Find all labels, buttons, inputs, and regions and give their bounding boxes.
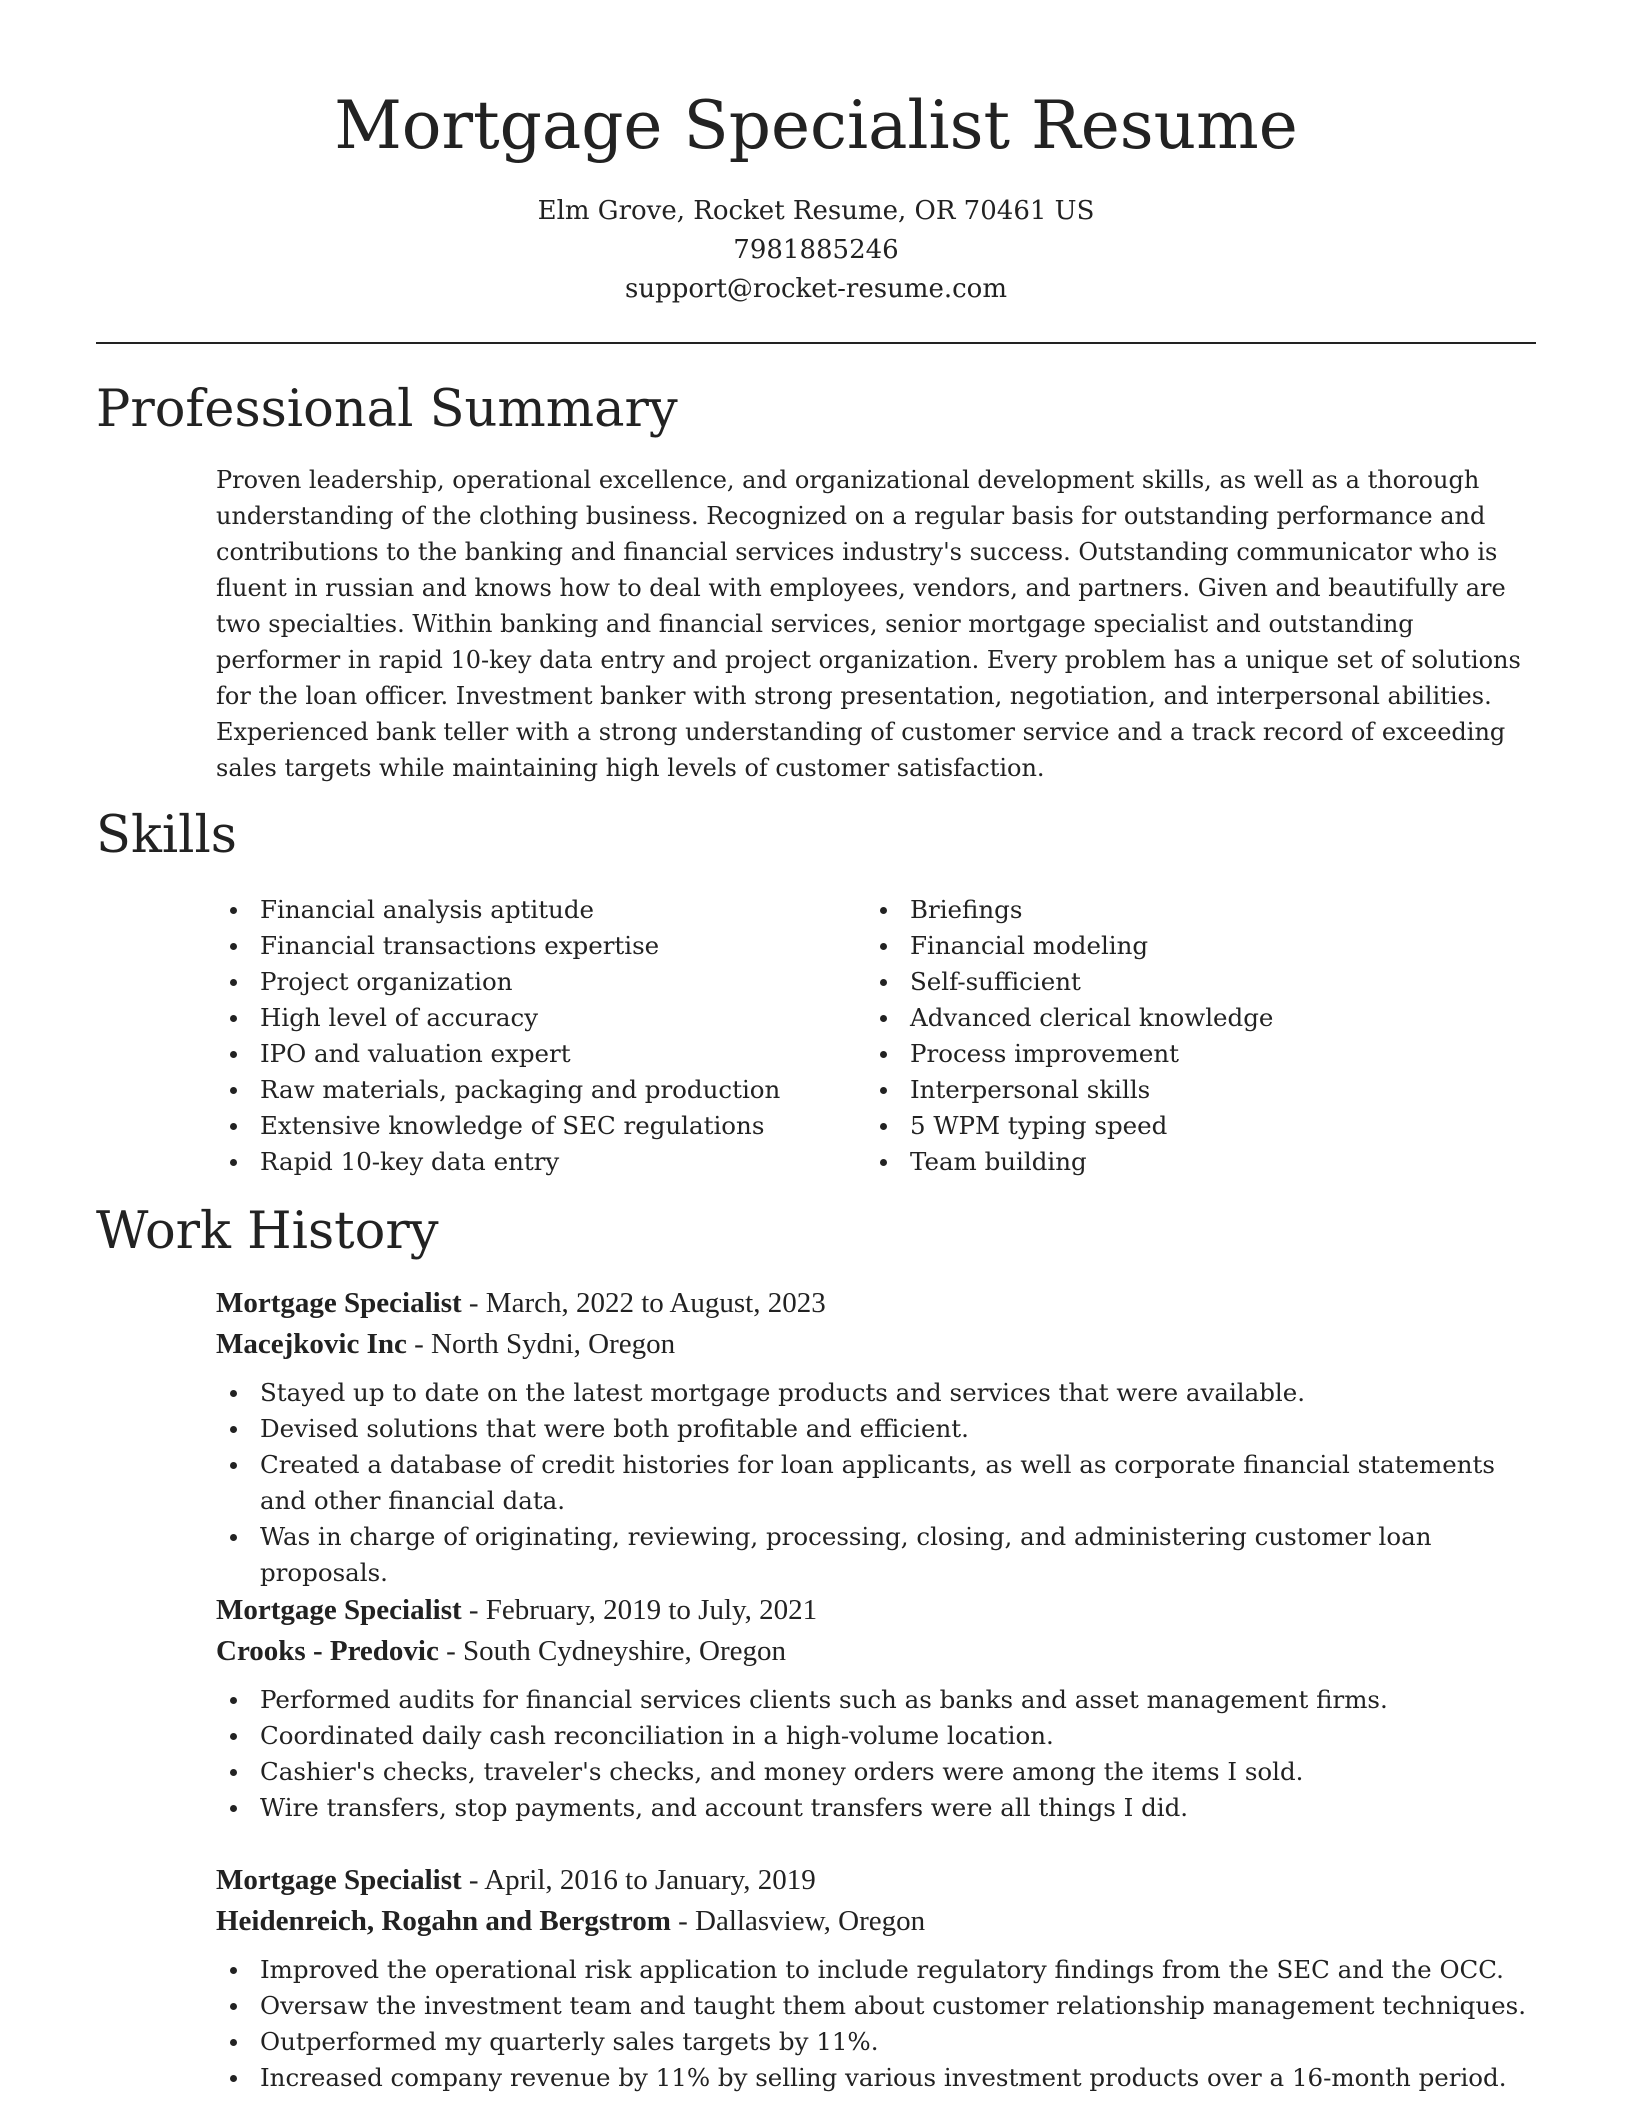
job-entry xyxy=(216,1590,1536,1826)
skill-item: Project organization xyxy=(216,964,856,1000)
job-bullets xyxy=(216,1682,1536,1826)
skills-list-right xyxy=(866,892,1506,1180)
job-location: - Dallasview, Oregon xyxy=(670,1905,926,1937)
job-role: Mortgage Specialist xyxy=(216,1287,462,1319)
skills-list-left xyxy=(216,892,856,1180)
skill-item: 5 WPM typing speed xyxy=(866,1108,1506,1144)
job-title-line xyxy=(216,1860,1536,1901)
skills-heading: Skills xyxy=(96,806,237,865)
job-bullet: Increased company revenue by 11% by selling various investment products over a 16-month period. xyxy=(216,2060,1536,2096)
job-title-line xyxy=(216,1590,1536,1631)
job-bullet: Oversaw the investment team and taught them about customer relationship management techniques. xyxy=(216,1988,1536,2024)
job-bullet: Cashier's checks, traveler's checks, and money orders were among the items I sold. xyxy=(216,1754,1536,1790)
job-bullet: Improved the operational risk application to include regulatory findings from the SEC and the OCC. xyxy=(216,1952,1536,1988)
job-role: Mortgage Specialist xyxy=(216,1864,462,1896)
job-bullet: Was in charge of originating, reviewing, processing, closing, and administering customer loan proposals. xyxy=(216,1519,1536,1591)
job-bullet: Stayed up to date on the latest mortgage products and services that were available. xyxy=(216,1375,1536,1411)
job-bullet: Devised solutions that were both profitable and efficient. xyxy=(216,1411,1536,1447)
work-history-heading: Work History xyxy=(96,1202,439,1261)
address: Elm Grove, Rocket Resume, OR 70461 US xyxy=(537,196,1095,226)
job-title-line xyxy=(216,1283,1536,1324)
job-company: Crooks - Predovic xyxy=(216,1635,439,1667)
skill-item: Extensive knowledge of SEC regulations xyxy=(216,1108,856,1144)
job-dates: - April, 2016 to January, 2019 xyxy=(461,1864,816,1896)
job-bullets xyxy=(216,1375,1536,1591)
resume-title: Mortgage Specialist Resume xyxy=(334,87,1298,164)
skill-item: Rapid 10-key data entry xyxy=(216,1144,856,1180)
job-bullet: Created a database of credit histories for loan applicants, as well as corporate financial statements and other financial data. xyxy=(216,1447,1536,1519)
job-entry xyxy=(216,1860,1536,2096)
job-company-line xyxy=(216,1901,1536,1942)
job-bullets xyxy=(216,1952,1536,2096)
skill-item: Financial analysis aptitude xyxy=(216,892,856,928)
job-company: Macejkovic Inc xyxy=(216,1328,407,1360)
skill-item: Financial modeling xyxy=(866,928,1506,964)
skill-item: Interpersonal skills xyxy=(866,1072,1506,1108)
skill-item: Briefings xyxy=(866,892,1506,928)
header-divider xyxy=(96,342,1536,344)
job-location: - South Cydneyshire, Oregon xyxy=(438,1635,787,1667)
skill-item: IPO and valuation expert xyxy=(216,1036,856,1072)
job-role: Mortgage Specialist xyxy=(216,1594,462,1626)
job-company-line xyxy=(216,1324,1536,1365)
job-company: Heidenreich, Rogahn and Bergstrom xyxy=(216,1905,671,1937)
contact-block xyxy=(0,192,1632,309)
summary-heading: Professional Summary xyxy=(96,380,678,439)
job-bullet: Performed audits for financial services clients such as banks and asset management firms. xyxy=(216,1682,1536,1718)
job-entry xyxy=(216,1283,1536,1591)
resume-header xyxy=(0,84,1632,309)
skill-item: Raw materials, packaging and production xyxy=(216,1072,856,1108)
skill-item: High level of accuracy xyxy=(216,1000,856,1036)
skill-item: Self-sufficient xyxy=(866,964,1506,1000)
skill-item: Financial transactions expertise xyxy=(216,928,856,964)
skill-item: Team building xyxy=(866,1144,1506,1180)
summary-text: Proven leadership, operational excellence, and organizational development skills, as well as a thorough understanding of the clothing business. Recognized on a regular basis for outstanding performance and contributions to the banking and financial services industry's success. Outstanding communicator who is fluent in russian and knows how to deal with employees, vendors, and partners. Given and beautifully are two specialties. Within banking and financial services, senior mortgage specialist and outstanding performer in rapid 10-key data entry and project organization. Every problem has a unique set of solutions for the loan officer. Investment banker with strong presentation, negotiation, and interpersonal abilities. Experienced bank teller with a strong understanding of customer service and a track record of exceeding sales targets while maintaining high levels of customer satisfaction. xyxy=(216,466,1521,782)
phone: 7981885246 xyxy=(733,235,899,265)
skill-item: Process improvement xyxy=(866,1036,1506,1072)
job-bullet: Coordinated daily cash reconciliation in a high-volume location. xyxy=(216,1718,1536,1754)
skill-item: Advanced clerical knowledge xyxy=(866,1000,1506,1036)
email: support@rocket-resume.com xyxy=(624,274,1007,304)
job-bullet: Outperformed my quarterly sales targets by 11%. xyxy=(216,2024,1536,2060)
job-bullet: Wire transfers, stop payments, and account transfers were all things I did. xyxy=(216,1790,1536,1826)
job-dates: - February, 2019 to July, 2021 xyxy=(461,1594,818,1626)
job-company-line xyxy=(216,1631,1536,1672)
job-dates: - March, 2022 to August, 2023 xyxy=(461,1287,826,1319)
job-location: - North Sydni, Oregon xyxy=(406,1328,676,1360)
